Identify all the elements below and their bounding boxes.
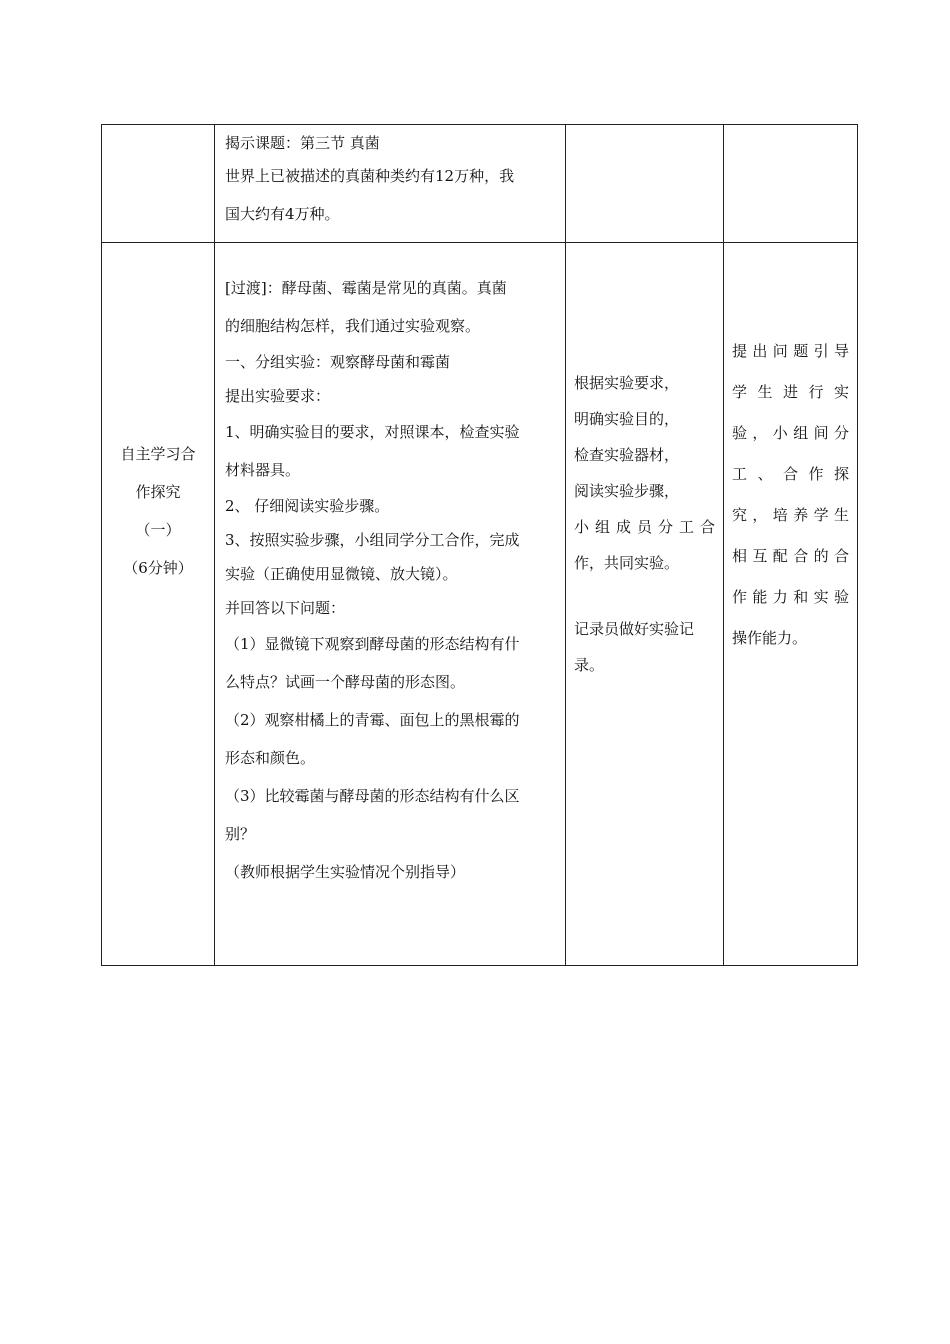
student-activity-cell [566,125,724,243]
content-line: 实验（正确使用显微镜、放大镜）。 [225,565,458,583]
content-line: 材料器具。 [225,461,301,479]
intent-line: 作能力和实验 [732,588,849,606]
content-line: 揭示课题：第三节 真菌 [225,134,380,152]
content-line: 国大约有4万种。 [225,205,340,223]
content-line: 世界上已被描述的真菌种类约有12万种，我 [225,167,515,185]
student-line: 根据实验要求， [574,374,680,392]
content-line: 提出实验要求： [225,387,331,405]
intent-line: 验，小组间分 [732,424,849,442]
content-line: 3、按照实验步骤，小组同学分工合作，完成 [225,531,520,549]
stage-line: （6分钟） [123,559,193,577]
student-line: 检查实验器材， [574,446,680,464]
content-line: 别？ [225,825,256,843]
content-line: 的细胞结构怎样，我们通过实验观察。 [225,317,481,335]
student-line: 小组成员分工合 [574,518,715,536]
stage-line: 自主学习合 [120,445,196,463]
intent-line: 相互配合的合 [732,547,849,565]
student-line: 明确实验目的， [574,410,680,428]
intent-line: 操作能力。 [732,629,808,647]
content-cell [215,243,566,966]
intent-line: 提出问题引导 [732,342,849,360]
design-intent-cell [724,243,858,966]
content-line: 形态和颜色。 [225,749,316,767]
table-row [102,125,858,243]
content-line: 2、 仔细阅读实验步骤。 [225,497,390,515]
student-line: 录。 [574,656,605,674]
student-activity-cell [566,243,724,966]
stage-cell [102,243,215,966]
stage-line: 作探究 [135,483,181,501]
content-cell [215,125,566,243]
stage-line: （一） [135,521,181,539]
content-line: 么特点？试画一个酵母菌的形态图。 [225,673,466,691]
student-line: 阅读实验步骤， [574,482,680,500]
intent-line: 究，培养学生 [732,506,849,524]
content-line: 并回答以下问题： [225,599,346,617]
design-intent-cell [724,125,858,243]
intent-line: 工、合作探 [732,465,849,483]
content-line: （教师根据学生实验情况个别指导） [225,863,466,881]
content-line: [过渡]：酵母菌、霉菌是常见的真菌。真菌 [225,279,507,297]
student-line: 作，共同实验。 [574,554,680,572]
spacer [574,581,715,611]
content-line: （3）比较霉菌与酵母菌的形态结构有什么区 [225,787,520,805]
content-line: （2）观察柑橘上的青霉、面包上的黑根霉的 [225,711,520,729]
lesson-plan-table [101,124,858,966]
stage-cell [102,125,215,243]
student-line: 记录员做好实验记 [574,620,695,638]
content-line: （1）显微镜下观察到酵母菌的形态结构有什 [225,635,520,653]
content-line: 1、明确实验目的要求，对照课本，检查实验 [225,423,520,441]
intent-line: 学生进行实 [732,383,849,401]
table-row [102,243,858,966]
content-line: 一、分组实验：观察酵母菌和霉菌 [225,353,451,371]
